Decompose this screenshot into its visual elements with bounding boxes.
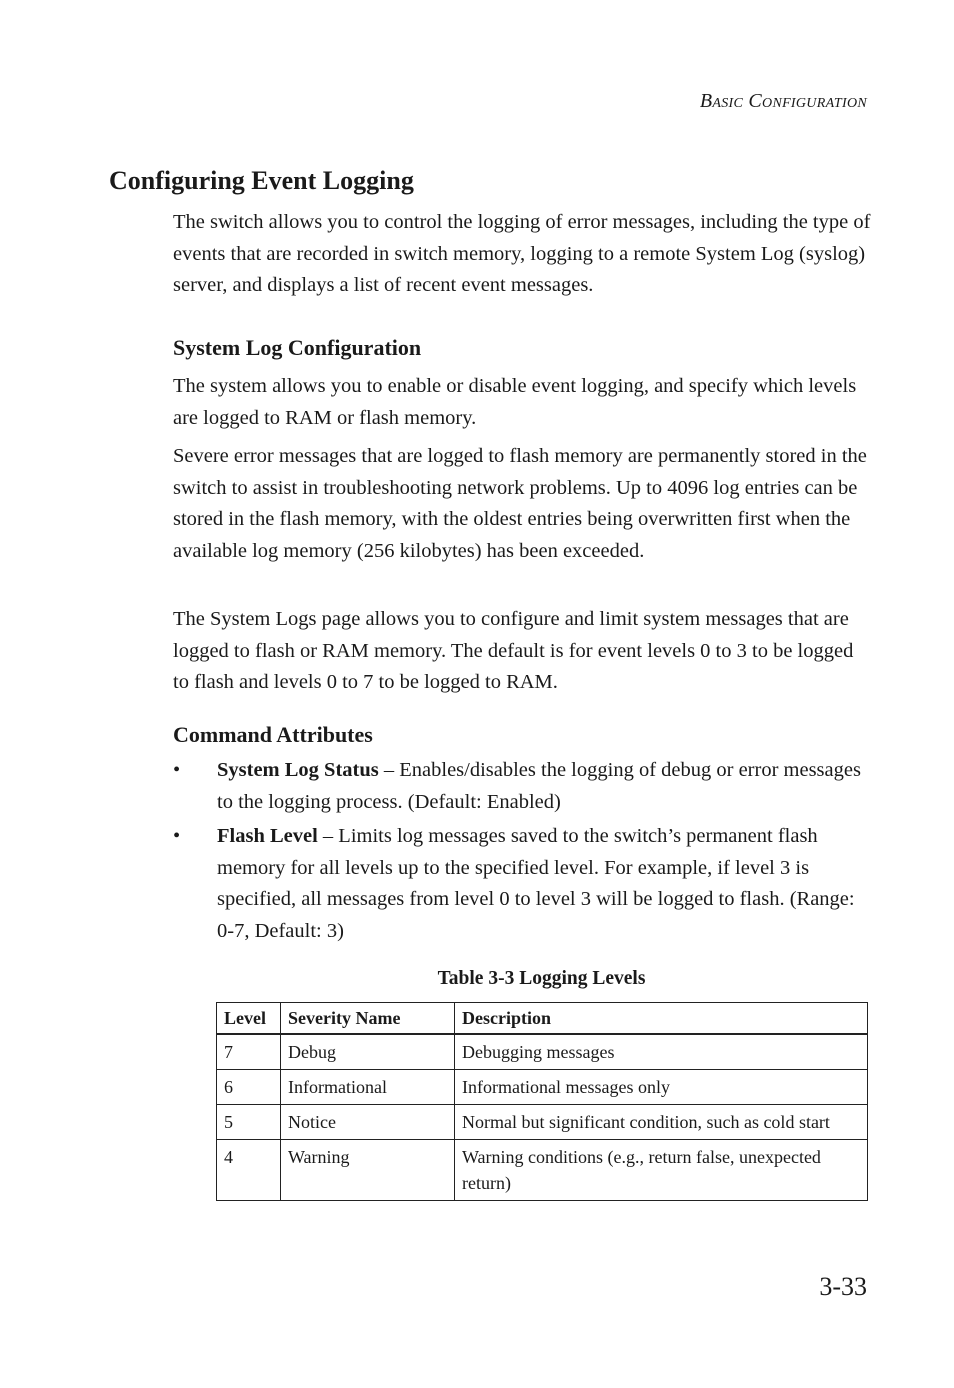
attribute-term: Flash Level: [217, 825, 318, 847]
table-row: [217, 1105, 868, 1140]
body-paragraph: The System Logs page allows you to configure and limit system messages that are logged to flash or RAM memory. The default is for event levels 0 to 3 to be logged to flash and levels 0 to 7 to be logged to RAM.: [173, 608, 854, 693]
attribute-description: – Limits log messages saved to the switch’s permanent flash memory for all levels up to the specified level. For example, if level 3 is specified, all messages from level 0 to level 3 will be logged to flash. (Range: 0-7, Default: 3): [217, 825, 855, 942]
intro-paragraph: The switch allows you to control the logging of error messages, including the type of events that are recorded in switch memory, logging to a remote System Log (syslog) server, and displays a list of recent event messages.: [173, 211, 871, 296]
running-header: Basic Configuration: [699, 90, 867, 112]
level-cell: 4: [217, 1140, 281, 1201]
level-cell: 5: [217, 1105, 281, 1140]
severity-cell: Informational: [281, 1070, 455, 1105]
section-title: Configuring Event Logging: [109, 166, 414, 195]
body-paragraph: Severe error messages that are logged to flash memory are permanently stored in the switch to assist in troubleshooting network problems. Up to 4096 log entries can be stored in the flash memory, with the oldest entries being overwritten first when the available log memory (256 kilobytes) has been exceeded.: [173, 445, 867, 562]
logging-levels-table: [216, 1002, 868, 1201]
table-row: [217, 1070, 868, 1105]
table-header-row: [217, 1003, 868, 1035]
bullet-icon: •: [173, 825, 181, 847]
subsection-title: System Log Configuration: [173, 335, 422, 360]
page-number: 3-33: [819, 1272, 867, 1301]
column-header-level: Level: [217, 1003, 281, 1035]
level-cell: 7: [217, 1034, 281, 1070]
severity-cell: Warning: [281, 1140, 455, 1201]
description-cell: Debugging messages: [455, 1034, 868, 1070]
attribute-description: – Enables/disables the logging of debug or error messages to the logging process. (Default: Enabled): [217, 759, 861, 813]
list-item: [173, 821, 873, 947]
table-row: [217, 1034, 868, 1070]
column-header-severity: Severity Name: [281, 1003, 455, 1035]
command-attributes-list: [173, 755, 873, 950]
table-row: [217, 1140, 868, 1201]
table-caption: Table 3-3 Logging Levels: [437, 968, 646, 989]
severity-cell: Notice: [281, 1105, 455, 1140]
description-cell: Normal but significant condition, such as cold start: [455, 1105, 868, 1140]
description-cell: Warning conditions (e.g., return false, unexpected return): [455, 1140, 868, 1201]
bullet-icon: •: [173, 759, 181, 781]
severity-cell: Debug: [281, 1034, 455, 1070]
command-attributes-title: Command Attributes: [173, 722, 373, 747]
column-header-description: Description: [455, 1003, 868, 1035]
level-cell: 6: [217, 1070, 281, 1105]
description-cell: Informational messages only: [455, 1070, 868, 1105]
list-item: [173, 755, 873, 818]
attribute-term: System Log Status: [217, 759, 379, 781]
body-paragraph: The system allows you to enable or disable event logging, and specify which levels are logged to RAM or flash memory.: [173, 375, 857, 429]
